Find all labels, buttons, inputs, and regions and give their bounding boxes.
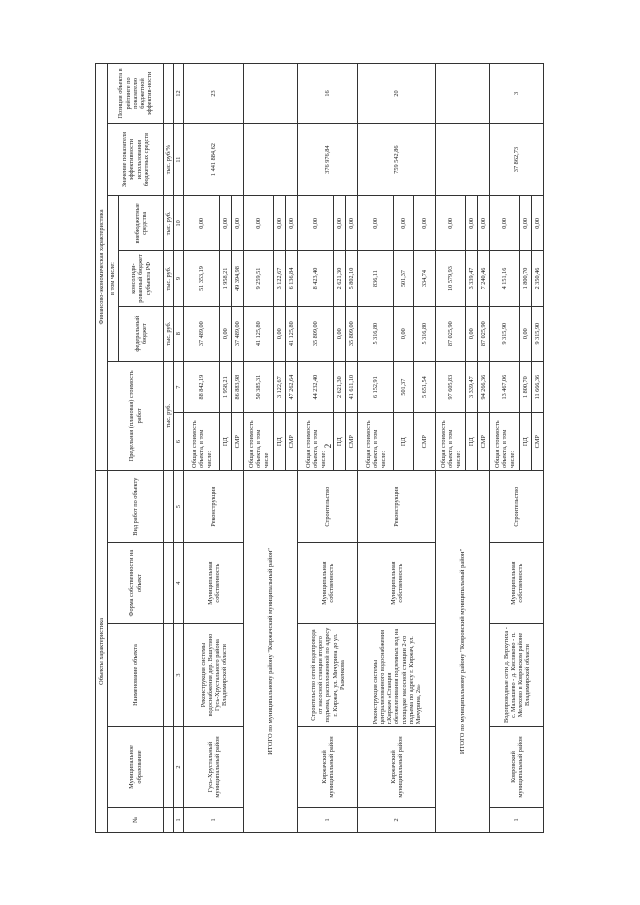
cell-cons: 10 579,93: [436, 251, 466, 306]
cell-cost: 11 666,36: [532, 361, 544, 413]
cell-cons: 49 394,98: [232, 251, 244, 306]
header-rank: Позиция объекта в рейтинге по показателю бюджетной эффектив-ности: [108, 64, 164, 124]
cell-cost: 6 152,91: [358, 361, 394, 413]
header-object-group: Объекты характеристика: [96, 470, 108, 832]
unit: тыс. руб/%: [164, 123, 174, 195]
row-label-total: Общая стоимость объекта, в том числе:: [358, 413, 394, 470]
row-label-smr: СМР: [232, 413, 244, 470]
unit: тыс. руб.: [164, 306, 174, 361]
table-row: [184, 64, 220, 833]
cell-cons: 2 350,46: [532, 251, 544, 306]
table-row-total: [436, 64, 466, 833]
col-number: 3: [174, 623, 184, 726]
unit: тыс. руб.: [164, 196, 174, 251]
row-label-total: Общая стоимость объекта, в том числе: [244, 413, 274, 470]
col-number: 11: [174, 123, 184, 195]
col-number: 8: [174, 306, 184, 361]
cell-extra: 0,00: [414, 196, 436, 251]
row-form: Муниципальная собственность: [298, 543, 358, 623]
cell-extra: 0,00: [466, 196, 478, 251]
row-label-total: Общая стоимость объекта, в том числе:: [490, 413, 520, 470]
row-num: 1: [184, 807, 244, 832]
itogo-kirzhach-label: ИТОГО по муниципальному району "Киржачский муниципальный район": [244, 470, 298, 832]
row-eff: 759 542,86: [358, 123, 436, 195]
col-number: 4: [174, 543, 184, 623]
cell-fed: 0,00: [520, 306, 532, 361]
row-form: Муниципальная собственность: [184, 543, 244, 623]
cell-extra: 0,00: [532, 196, 544, 251]
cell-fed: 87 025,90: [436, 306, 466, 361]
row-label-pd: ПД: [220, 413, 232, 470]
cell-cons: 2 621,30: [334, 251, 346, 306]
cell-cost: 5 651,54: [414, 361, 436, 413]
row-label-pd: ПД: [274, 413, 286, 470]
row-label-smr: СМР: [346, 413, 358, 470]
column-numbers-row: [174, 64, 184, 833]
row-mo: Ковровский муниципальный район: [490, 727, 544, 807]
row-mo: Киржачский муниципальный район: [298, 727, 358, 807]
cell-fed: 35 809,00: [298, 306, 334, 361]
rotated-table-container: [95, 63, 540, 833]
row-label-pd: ПД: [466, 413, 478, 470]
row-label-total: Общая стоимость объекта, в том числе:: [184, 413, 220, 470]
row-work: Реконструкция: [184, 470, 244, 542]
cell-extra: 0,00: [298, 196, 334, 251]
col-number: 2: [174, 727, 184, 807]
col-number: 9: [174, 251, 184, 306]
cell-cost: 41 611,10: [346, 361, 358, 413]
cell-cost: 1 958,21: [220, 361, 232, 413]
cell-cons: 501,37: [394, 251, 414, 306]
objects-table: [95, 63, 544, 833]
cell-cons: 8 423,40: [298, 251, 334, 306]
cell-extra: 0,00: [184, 196, 220, 251]
table-row-total: [244, 64, 274, 833]
header-extra: внебюджетные средства: [119, 196, 164, 251]
cell-cost: 501,37: [394, 361, 414, 413]
cell-fed: 37 489,00: [184, 306, 220, 361]
cell-cost: 86 883,98: [232, 361, 244, 413]
cell-fed: 9 315,90: [490, 306, 520, 361]
cell-extra: 0,00: [436, 196, 466, 251]
row-label-total: Общая стоимость объекта, в том числе:: [436, 413, 466, 470]
row-rank: 20: [358, 64, 436, 124]
row-rank: 3: [490, 64, 544, 124]
page-number: 2: [323, 443, 333, 449]
cell-cons: 9 259,51: [244, 251, 274, 306]
row-num: 1: [298, 807, 358, 832]
cell-extra: 0,00: [244, 196, 274, 251]
header-work: Вид работ по объекту: [108, 470, 164, 542]
row-name: Водопроводные сети д. Верхутиха - с. Малышево - д. Кисляково - п. Мелехово в Ковровском районе Владимирской области: [490, 623, 544, 726]
cell-cost: 44 232,40: [298, 361, 334, 413]
col-number: 10: [174, 196, 184, 251]
row-label-smr: СМР: [414, 413, 436, 470]
units-row: [164, 64, 174, 833]
cell-extra: 0,00: [220, 196, 232, 251]
cell-extra: 0,00: [346, 196, 358, 251]
row-work: Реконструкция: [358, 470, 436, 542]
cell-extra: 0,00: [334, 196, 346, 251]
itogo-kovrov-label: ИТОГО по муниципальному району "Ковровский муниципальный район": [436, 470, 490, 832]
row-num: 1: [490, 807, 544, 832]
col-number: 7: [174, 361, 184, 413]
cell-fed: 37 489,00: [232, 306, 244, 361]
row-label-smr: СМР: [478, 413, 490, 470]
cell-fed: 0,00: [466, 306, 478, 361]
cell-extra: 0,00: [478, 196, 490, 251]
cell-extra: 0,00: [490, 196, 520, 251]
header-cons: консолиди-рованный бюджет субъекта РФ: [119, 251, 164, 306]
row-work: Строительство: [490, 470, 544, 542]
cell-cons: 836,11: [358, 251, 394, 306]
cell-fed: 41 125,80: [244, 306, 274, 361]
cell-cost: 2 621,30: [334, 361, 346, 413]
row-eff: 37 862,73: [490, 123, 544, 195]
cell-cost: 47 262,64: [286, 361, 298, 413]
cell-cons: 3 339,47: [466, 251, 478, 306]
header-group-row: [96, 64, 108, 833]
row-label-pd: ПД: [520, 413, 532, 470]
unit: тыс. руб.: [164, 361, 174, 470]
row-name: Строительство сетей водопровода от насосной станции второго подъема, расположенной по адресу г. Киржач, ул. Мичурина до ул. Рыженкова: [298, 623, 358, 726]
row-eff: 376 976,84: [298, 123, 358, 195]
row-label-pd: ПД: [394, 413, 414, 470]
col-number: 5: [174, 470, 184, 542]
row-rank: 23: [184, 64, 244, 124]
cell-fed: 9 315,90: [532, 306, 544, 361]
row-eff: 1 441 884,62: [184, 123, 244, 195]
cell-cons: 4 151,16: [490, 251, 520, 306]
header-cost: Предельная (плановая) стоимость работ: [108, 361, 164, 470]
cell-cost: 94 266,36: [478, 361, 490, 413]
cell-cons: 1 800,70: [520, 251, 532, 306]
col-number: 1: [174, 807, 184, 832]
header-mo: Муниципальное образование: [108, 727, 164, 807]
cell-cons: 1 958,21: [220, 251, 232, 306]
cell-cons: 7 240,46: [478, 251, 490, 306]
cell-cost: 3 339,47: [466, 361, 478, 413]
cell-fed: 0,00: [274, 306, 286, 361]
unit: тыс. руб.: [164, 251, 174, 306]
header-fed: федеральный бюджет: [119, 306, 164, 361]
table-row: [490, 64, 520, 833]
cell-cost: 1 800,70: [520, 361, 532, 413]
header-form: Форма собственности на объект: [108, 543, 164, 623]
row-mo: Киржачский муниципальный район: [358, 727, 436, 807]
cell-extra: 0,00: [394, 196, 414, 251]
cell-fed: 5 316,80: [414, 306, 436, 361]
cell-fed: 0,00: [394, 306, 414, 361]
cell-cost: 88 842,19: [184, 361, 220, 413]
cell-fed: 41 125,80: [286, 306, 298, 361]
cell-cost: 97 605,83: [436, 361, 466, 413]
cell-extra: 0,00: [358, 196, 394, 251]
row-label-smr: СМР: [286, 413, 298, 470]
cell-cons: 334,74: [414, 251, 436, 306]
cell-extra: 0,00: [274, 196, 286, 251]
table-row: [298, 64, 334, 833]
row-label-smr: СМР: [532, 413, 544, 470]
cell-cons: 6 136,84: [286, 251, 298, 306]
row-label-pd: ПД: [334, 413, 346, 470]
cell-cons: 3 122,67: [274, 251, 286, 306]
row-label-total: Общая стоимость объекта, в том числе:: [298, 413, 334, 470]
cell-cost: 3 122,67: [274, 361, 286, 413]
row-num: 2: [358, 807, 436, 832]
cell-cons: 51 353,19: [184, 251, 220, 306]
row-form: Муниципальная собственность: [490, 543, 544, 623]
cell-extra: 0,00: [520, 196, 532, 251]
row-rank: 16: [298, 64, 358, 124]
cell-fed: 0,00: [220, 306, 232, 361]
table-row: [358, 64, 394, 833]
header-num: №: [108, 807, 164, 832]
header-eff: Значение показателя эффективности использования бюджетных средств: [108, 123, 164, 195]
row-mo: Гусь-Хрустальный муниципальный район: [184, 727, 244, 807]
cell-cost: 50 385,31: [244, 361, 274, 413]
col-number: 6: [174, 413, 184, 470]
cell-cost: 13 467,06: [490, 361, 520, 413]
header-incl: в том числе:: [108, 196, 119, 361]
cell-cons: 5 802,10: [346, 251, 358, 306]
row-work: Строительство: [298, 470, 358, 542]
cell-extra: 0,00: [232, 196, 244, 251]
header-row-1: [108, 64, 119, 833]
cell-fed: 0,00: [334, 306, 346, 361]
header-name: Наименование объекта: [108, 623, 164, 726]
row-form: Муниципальная собственность: [358, 543, 436, 623]
cell-extra: 0,00: [286, 196, 298, 251]
cell-fed: 35 809,00: [346, 306, 358, 361]
row-name: Реконструкция системы водоснабжения дер. Вашутино Гусь-Хрустального района Владимирской области: [184, 623, 244, 726]
header-finance-group: Финансово-экономическая характеристика: [96, 64, 108, 471]
cell-fed: 5 316,80: [358, 306, 394, 361]
row-name: Реконструкция системы централизованного водоснабжения г.Киржач «Станция обезжелезивания подземных вод на площадке насосной станции 2-го подъема по адресу г. Киржач, ул. Мичурина, 2а»: [358, 623, 436, 726]
col-number: 12: [174, 64, 184, 124]
cell-fed: 87 025,90: [478, 306, 490, 361]
